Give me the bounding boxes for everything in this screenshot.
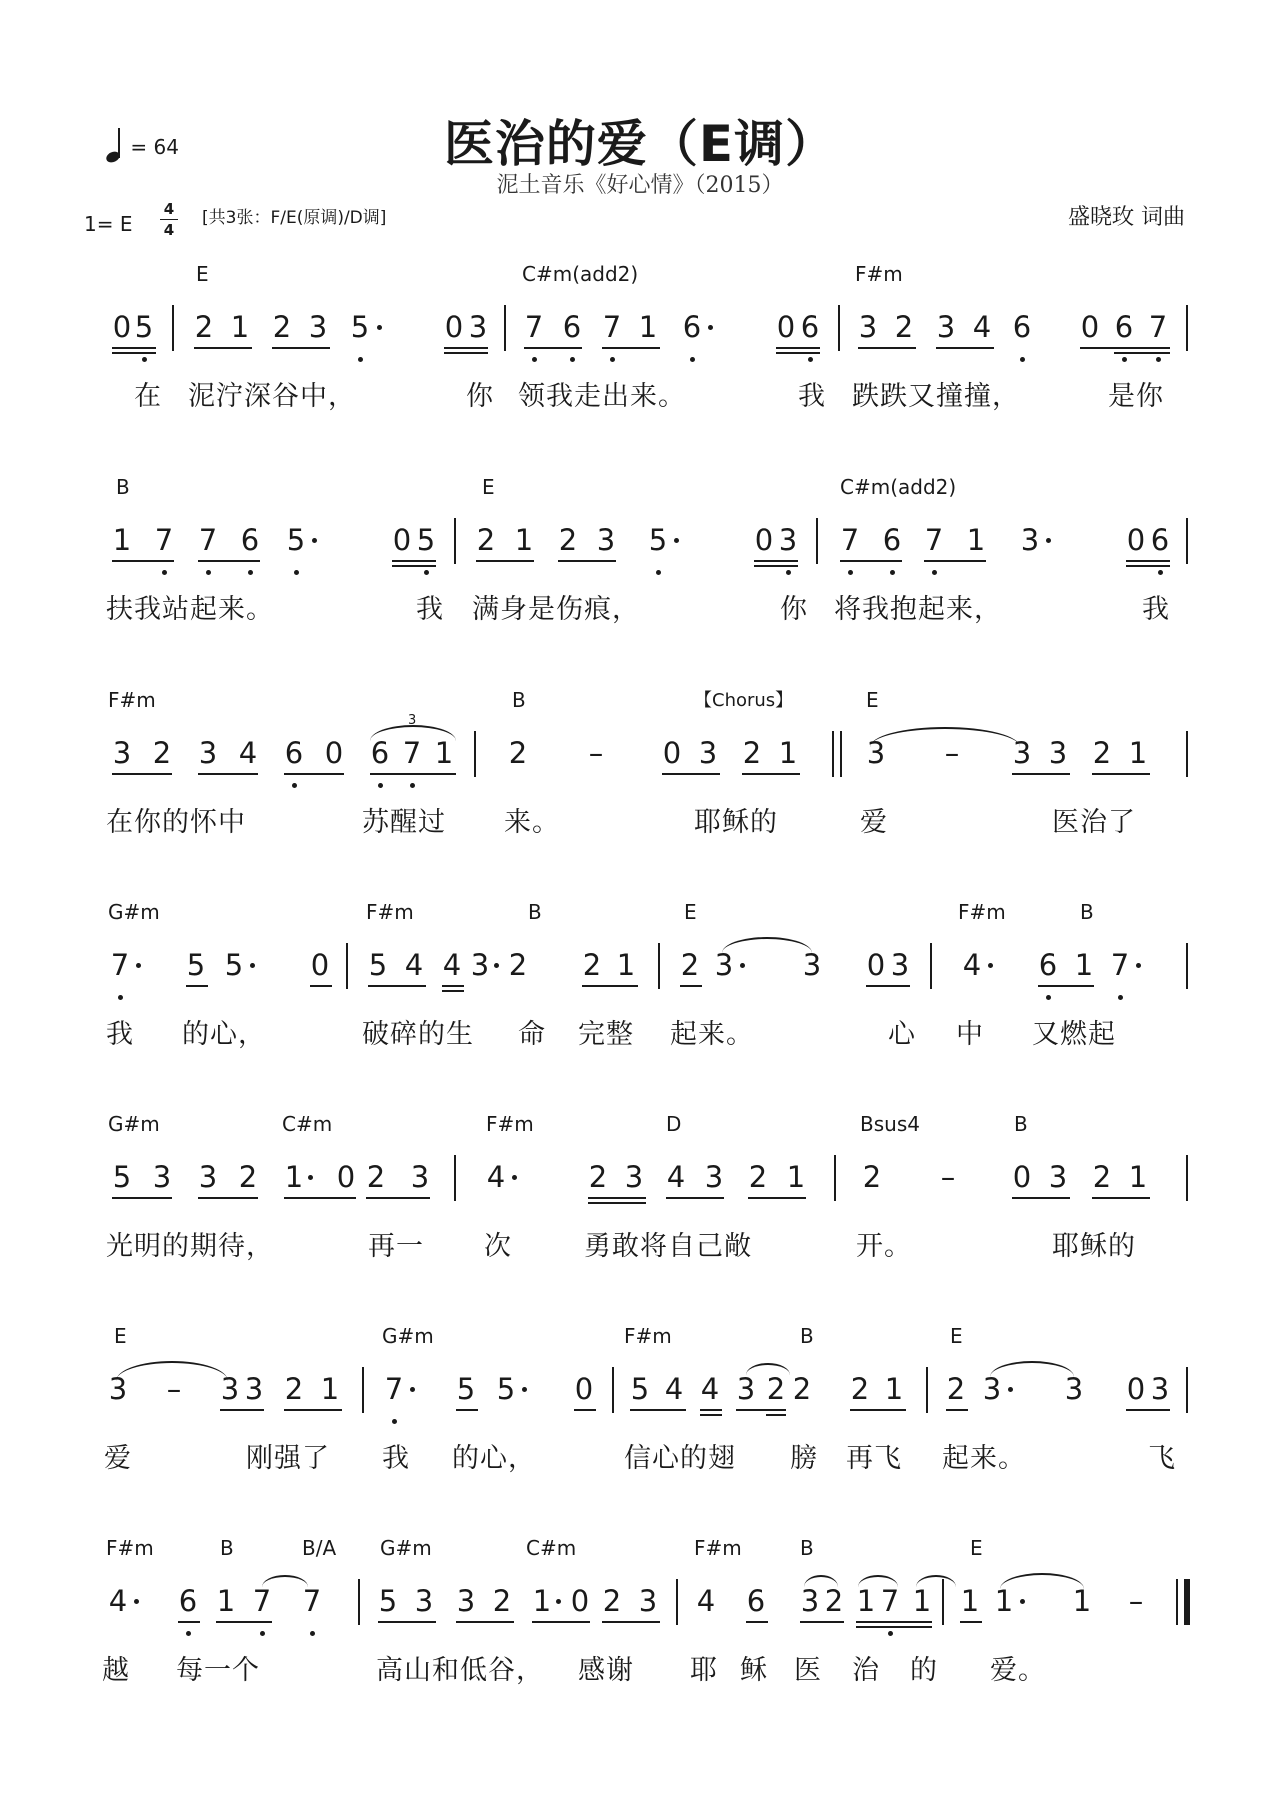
chord: E bbox=[196, 262, 209, 286]
note: 2 bbox=[492, 1584, 512, 1618]
tempo-value: = 64 bbox=[130, 135, 179, 159]
sheet-count-note: [共3张：F/E(原调)/D调] bbox=[202, 208, 387, 228]
note: 3 bbox=[456, 1584, 476, 1618]
note: 7 bbox=[524, 310, 544, 344]
note: 4 bbox=[962, 948, 982, 982]
note: 2 bbox=[792, 1372, 812, 1406]
lyric: 我 bbox=[798, 381, 826, 412]
note: 3 bbox=[108, 1372, 128, 1406]
lyric: 来。 bbox=[504, 807, 560, 838]
note: 3 bbox=[714, 948, 734, 982]
note: 2 bbox=[508, 948, 528, 982]
score-row-5 bbox=[0, 1112, 1280, 1332]
note: 0 bbox=[112, 310, 132, 344]
note: 7 bbox=[1110, 948, 1130, 982]
note: 1 bbox=[1074, 948, 1094, 982]
lyric: 我 bbox=[382, 1443, 410, 1474]
note: 3 bbox=[1150, 1372, 1170, 1406]
chord: B bbox=[1014, 1112, 1028, 1136]
note: 1 bbox=[532, 1584, 552, 1618]
note: 2 bbox=[582, 948, 602, 982]
notation-line bbox=[0, 307, 1280, 367]
note: 6 bbox=[178, 1584, 198, 1618]
lyric: 心 bbox=[888, 1019, 916, 1050]
note: 3 bbox=[800, 1584, 820, 1618]
note: 2 bbox=[766, 1372, 786, 1406]
note: 0 bbox=[574, 1372, 594, 1406]
composer-credit: 盛晓玫 词曲 bbox=[1068, 205, 1185, 230]
chord: B/A bbox=[302, 1536, 337, 1560]
note: 6 bbox=[882, 523, 902, 557]
note: 1 bbox=[778, 736, 798, 770]
key-signature: 1= E bbox=[84, 212, 133, 236]
lyric: 起来。 bbox=[670, 1019, 754, 1050]
lyric: 泥泞深谷中， bbox=[188, 381, 356, 412]
note: 7 bbox=[302, 1584, 322, 1618]
note: 0 bbox=[324, 736, 344, 770]
note: 3 bbox=[410, 1160, 430, 1194]
chord: B bbox=[116, 475, 130, 499]
note: 3 bbox=[152, 1160, 172, 1194]
note: 4 bbox=[442, 948, 462, 982]
note: 6 bbox=[1114, 310, 1134, 344]
lyric: 感谢 bbox=[578, 1655, 634, 1686]
lyric: 命 bbox=[518, 1019, 546, 1050]
note: 3 bbox=[112, 736, 132, 770]
note: 2 bbox=[946, 1372, 966, 1406]
note: 3 bbox=[468, 310, 488, 344]
lyric: 稣 bbox=[740, 1655, 768, 1686]
chord: C#m bbox=[282, 1112, 333, 1136]
note: 5 bbox=[112, 1160, 132, 1194]
note: 2 bbox=[742, 736, 762, 770]
lyric: 再一 bbox=[368, 1231, 424, 1262]
note: 3 bbox=[698, 736, 718, 770]
score-row-2 bbox=[0, 475, 1280, 695]
note: 1 bbox=[514, 523, 534, 557]
note: 1 bbox=[638, 310, 658, 344]
time-signature-top: 4 bbox=[163, 200, 175, 218]
lyric: 的心， bbox=[452, 1443, 536, 1474]
score-row-4 bbox=[0, 900, 1280, 1120]
note: 1 bbox=[966, 523, 986, 557]
note: 5 bbox=[456, 1372, 476, 1406]
note: 7 bbox=[880, 1584, 900, 1618]
note: 6 bbox=[1012, 310, 1032, 344]
chord: F#m bbox=[486, 1112, 534, 1136]
note: 2 bbox=[1092, 1160, 1112, 1194]
note: 6 bbox=[562, 310, 582, 344]
note: 0 bbox=[1080, 310, 1100, 344]
chord: G#m bbox=[382, 1324, 434, 1348]
note: 1 bbox=[884, 1372, 904, 1406]
lyric: 又燃起 bbox=[1032, 1019, 1116, 1050]
lyric: 再飞 bbox=[846, 1443, 902, 1474]
note: 6 bbox=[682, 310, 702, 344]
lyric: 医 bbox=[794, 1655, 822, 1686]
note: 2 bbox=[894, 310, 914, 344]
note: 7 bbox=[110, 948, 130, 982]
lyric: 满身是伤痕， bbox=[472, 594, 640, 625]
note: 7 bbox=[924, 523, 944, 557]
lyric: 中 bbox=[956, 1019, 984, 1050]
lyric: 是你 bbox=[1108, 381, 1164, 412]
note: 7 bbox=[252, 1584, 272, 1618]
note: 5 bbox=[416, 523, 436, 557]
chord: F#m bbox=[624, 1324, 672, 1348]
note: 5 bbox=[368, 948, 388, 982]
note: 3 bbox=[858, 310, 878, 344]
lyric: 完整 bbox=[578, 1019, 634, 1050]
chord: B bbox=[800, 1324, 814, 1348]
note: 1 bbox=[320, 1372, 340, 1406]
lyric: 飞 bbox=[1148, 1443, 1176, 1474]
lyric: 耶 bbox=[690, 1655, 718, 1686]
note: 3 bbox=[198, 1160, 218, 1194]
note: 3 bbox=[982, 1372, 1002, 1406]
chord: Bsus4 bbox=[860, 1112, 920, 1136]
lyric: 在 bbox=[134, 381, 162, 412]
note: 2 bbox=[366, 1160, 386, 1194]
note: 4 bbox=[108, 1584, 128, 1618]
note: 2 bbox=[152, 736, 172, 770]
note: 4 bbox=[666, 1160, 686, 1194]
note: 3 bbox=[736, 1372, 756, 1406]
note: 3 bbox=[778, 523, 798, 557]
note: 5 bbox=[630, 1372, 650, 1406]
note: – bbox=[940, 1160, 956, 1194]
chord: E bbox=[684, 900, 697, 924]
chord: F#m bbox=[694, 1536, 742, 1560]
lyric: 在你的怀中 bbox=[106, 807, 246, 838]
note: 4 bbox=[404, 948, 424, 982]
notation-line bbox=[0, 1581, 1280, 1641]
note: 1 bbox=[1128, 1160, 1148, 1194]
time-signature bbox=[160, 200, 178, 239]
note: 4 bbox=[972, 310, 992, 344]
note: 0 bbox=[866, 948, 886, 982]
lyric: 起来。 bbox=[942, 1443, 1026, 1474]
note: 7 bbox=[402, 736, 422, 770]
note: 7 bbox=[840, 523, 860, 557]
note: 0 bbox=[754, 523, 774, 557]
quarter-note-icon bbox=[106, 126, 124, 162]
chord: B bbox=[512, 688, 526, 712]
lyric: 扶我站起来。 bbox=[106, 594, 274, 625]
chord: B bbox=[800, 1536, 814, 1560]
note: 3 bbox=[1048, 736, 1068, 770]
notation-line bbox=[0, 713, 1280, 793]
note: – bbox=[944, 736, 960, 770]
album-subtitle: 泥土音乐《好心情》（2015） bbox=[496, 173, 784, 198]
note: 6 bbox=[746, 1584, 766, 1618]
note: 2 bbox=[272, 310, 292, 344]
note: 5 bbox=[186, 948, 206, 982]
lyric: 你 bbox=[780, 594, 808, 625]
chord: G#m bbox=[108, 900, 160, 924]
note: 2 bbox=[748, 1160, 768, 1194]
lyric: 爱 bbox=[104, 1443, 132, 1474]
chord: C#m(add2) bbox=[840, 475, 957, 499]
lyric: 破碎的生 bbox=[362, 1019, 474, 1050]
note: 2 bbox=[824, 1584, 844, 1618]
note: 2 bbox=[194, 310, 214, 344]
lyric: 苏醒过 bbox=[362, 807, 446, 838]
notation-line bbox=[0, 520, 1280, 580]
note: 3 bbox=[1020, 523, 1040, 557]
note: – bbox=[1128, 1584, 1144, 1618]
score-row-1 bbox=[0, 262, 1280, 482]
lyric: 爱。 bbox=[990, 1655, 1046, 1686]
note: 2 bbox=[862, 1160, 882, 1194]
note: 1 bbox=[960, 1584, 980, 1618]
chord: C#m bbox=[526, 1536, 577, 1560]
note: 2 bbox=[850, 1372, 870, 1406]
note: 5 bbox=[286, 523, 306, 557]
note: 7 bbox=[154, 523, 174, 557]
lyric: 的 bbox=[910, 1655, 938, 1686]
note: 0 bbox=[570, 1584, 590, 1618]
note: 5 bbox=[350, 310, 370, 344]
note: 4 bbox=[696, 1584, 716, 1618]
note: 6 bbox=[1038, 948, 1058, 982]
note: 1 bbox=[284, 1160, 304, 1194]
note: 3 bbox=[704, 1160, 724, 1194]
note: 2 bbox=[588, 1160, 608, 1194]
chord: G#m bbox=[380, 1536, 432, 1560]
chord: B bbox=[1080, 900, 1094, 924]
chord: F#m bbox=[855, 262, 903, 286]
note: 0 bbox=[776, 310, 796, 344]
note: 1 bbox=[912, 1584, 932, 1618]
note: 1 bbox=[786, 1160, 806, 1194]
notation-line bbox=[0, 1157, 1280, 1217]
chord: E bbox=[866, 688, 879, 712]
chord: E bbox=[482, 475, 495, 499]
note: 0 bbox=[392, 523, 412, 557]
note: 6 bbox=[240, 523, 260, 557]
lyric: 跌跌又撞撞， bbox=[852, 381, 1020, 412]
lyric: 勇敢将自己敞 bbox=[584, 1231, 752, 1262]
note: 3 bbox=[638, 1584, 658, 1618]
lyric: 爱 bbox=[860, 807, 888, 838]
song-title: 医治的爱（E调） bbox=[443, 115, 837, 173]
lyric: 耶稣的 bbox=[1052, 1231, 1136, 1262]
chord: F#m bbox=[106, 1536, 154, 1560]
lyric: 信心的翅 bbox=[624, 1443, 736, 1474]
lyric: 耶稣的 bbox=[694, 807, 778, 838]
lyric: 我 bbox=[416, 594, 444, 625]
note: 3 bbox=[308, 310, 328, 344]
lyric: 医治了 bbox=[1052, 807, 1136, 838]
notation-line bbox=[0, 1369, 1280, 1429]
note: 2 bbox=[1092, 736, 1112, 770]
note: 0 bbox=[662, 736, 682, 770]
note: 5 bbox=[134, 310, 154, 344]
note: 7 bbox=[198, 523, 218, 557]
chord: G#m bbox=[108, 1112, 160, 1136]
note: 3 bbox=[866, 736, 886, 770]
note: 5 bbox=[648, 523, 668, 557]
note: – bbox=[588, 736, 604, 770]
note: 0 bbox=[1012, 1160, 1032, 1194]
note: 1 bbox=[216, 1584, 236, 1618]
note: 1 bbox=[1128, 736, 1148, 770]
lyric: 次 bbox=[484, 1231, 512, 1262]
note: 2 bbox=[238, 1160, 258, 1194]
note: 5 bbox=[496, 1372, 516, 1406]
note: 1 bbox=[616, 948, 636, 982]
note: 5 bbox=[224, 948, 244, 982]
note: 0 bbox=[1126, 1372, 1146, 1406]
note: 3 bbox=[1048, 1160, 1068, 1194]
chord: B bbox=[528, 900, 542, 924]
chord: E bbox=[114, 1324, 127, 1348]
lyric: 膀 bbox=[790, 1443, 818, 1474]
lyric: 治 bbox=[852, 1655, 880, 1686]
lyric: 将我抱起来， bbox=[834, 594, 1002, 625]
note: 3 bbox=[802, 948, 822, 982]
note: 1 bbox=[994, 1584, 1014, 1618]
lyric: 我 bbox=[1142, 594, 1170, 625]
note: 3 bbox=[244, 1372, 264, 1406]
note: 1 bbox=[112, 523, 132, 557]
note: 0 bbox=[444, 310, 464, 344]
chord: F#m bbox=[108, 688, 156, 712]
note: 1 bbox=[1072, 1584, 1092, 1618]
note: 3 bbox=[414, 1584, 434, 1618]
note: 3 bbox=[198, 736, 218, 770]
note: 1 bbox=[434, 736, 454, 770]
note: 2 bbox=[476, 523, 496, 557]
note: 3 bbox=[936, 310, 956, 344]
chord: C#m(add2) bbox=[522, 262, 639, 286]
note: 3 bbox=[624, 1160, 644, 1194]
note: 3 bbox=[470, 948, 490, 982]
chord: B bbox=[220, 1536, 234, 1560]
time-signature-bottom: 4 bbox=[163, 221, 175, 239]
note: 3 bbox=[220, 1372, 240, 1406]
note: 2 bbox=[508, 736, 528, 770]
chord: E bbox=[970, 1536, 983, 1560]
note: 1 bbox=[230, 310, 250, 344]
note: 0 bbox=[1126, 523, 1146, 557]
score-row-7 bbox=[0, 1536, 1280, 1756]
note: 3 bbox=[596, 523, 616, 557]
lyric: 我 bbox=[106, 1019, 134, 1050]
note: 0 bbox=[336, 1160, 356, 1194]
note: 3 bbox=[1012, 736, 1032, 770]
score-row-3 bbox=[0, 688, 1280, 908]
lyric: 光明的期待， bbox=[106, 1231, 274, 1262]
note: 6 bbox=[284, 736, 304, 770]
note: 1 bbox=[856, 1584, 876, 1618]
note: 5 bbox=[378, 1584, 398, 1618]
lyric: 每一个 bbox=[176, 1655, 260, 1686]
note: 7 bbox=[384, 1372, 404, 1406]
chord: F#m bbox=[958, 900, 1006, 924]
note: 4 bbox=[664, 1372, 684, 1406]
note: 6 bbox=[370, 736, 390, 770]
note: 6 bbox=[1150, 523, 1170, 557]
note: 4 bbox=[486, 1160, 506, 1194]
note: 7 bbox=[602, 310, 622, 344]
note: 0 bbox=[310, 948, 330, 982]
note: 4 bbox=[238, 736, 258, 770]
note: 2 bbox=[284, 1372, 304, 1406]
chord: E bbox=[950, 1324, 963, 1348]
note: 6 bbox=[800, 310, 820, 344]
note: – bbox=[166, 1372, 182, 1406]
tempo-marking bbox=[106, 126, 179, 162]
lyric: 的心， bbox=[182, 1019, 266, 1050]
notation-line bbox=[0, 945, 1280, 1005]
lyric: 领我走出来。 bbox=[518, 381, 686, 412]
note: 2 bbox=[558, 523, 578, 557]
note: 2 bbox=[602, 1584, 622, 1618]
triplet-mark: 3 bbox=[408, 713, 417, 728]
note: 3 bbox=[890, 948, 910, 982]
note: 7 bbox=[1148, 310, 1168, 344]
chord: F#m bbox=[366, 900, 414, 924]
lyric: 刚强了 bbox=[246, 1443, 330, 1474]
note: 2 bbox=[680, 948, 700, 982]
section-label: 【Chorus】 bbox=[694, 690, 794, 711]
lyric: 你 bbox=[466, 381, 494, 412]
chord: D bbox=[666, 1112, 682, 1136]
lyric: 越 bbox=[102, 1655, 130, 1686]
note: 4 bbox=[700, 1372, 720, 1406]
score-row-6 bbox=[0, 1324, 1280, 1544]
lyric: 开。 bbox=[856, 1231, 912, 1262]
note: 3 bbox=[1064, 1372, 1084, 1406]
lyric: 高山和低谷， bbox=[376, 1655, 544, 1686]
